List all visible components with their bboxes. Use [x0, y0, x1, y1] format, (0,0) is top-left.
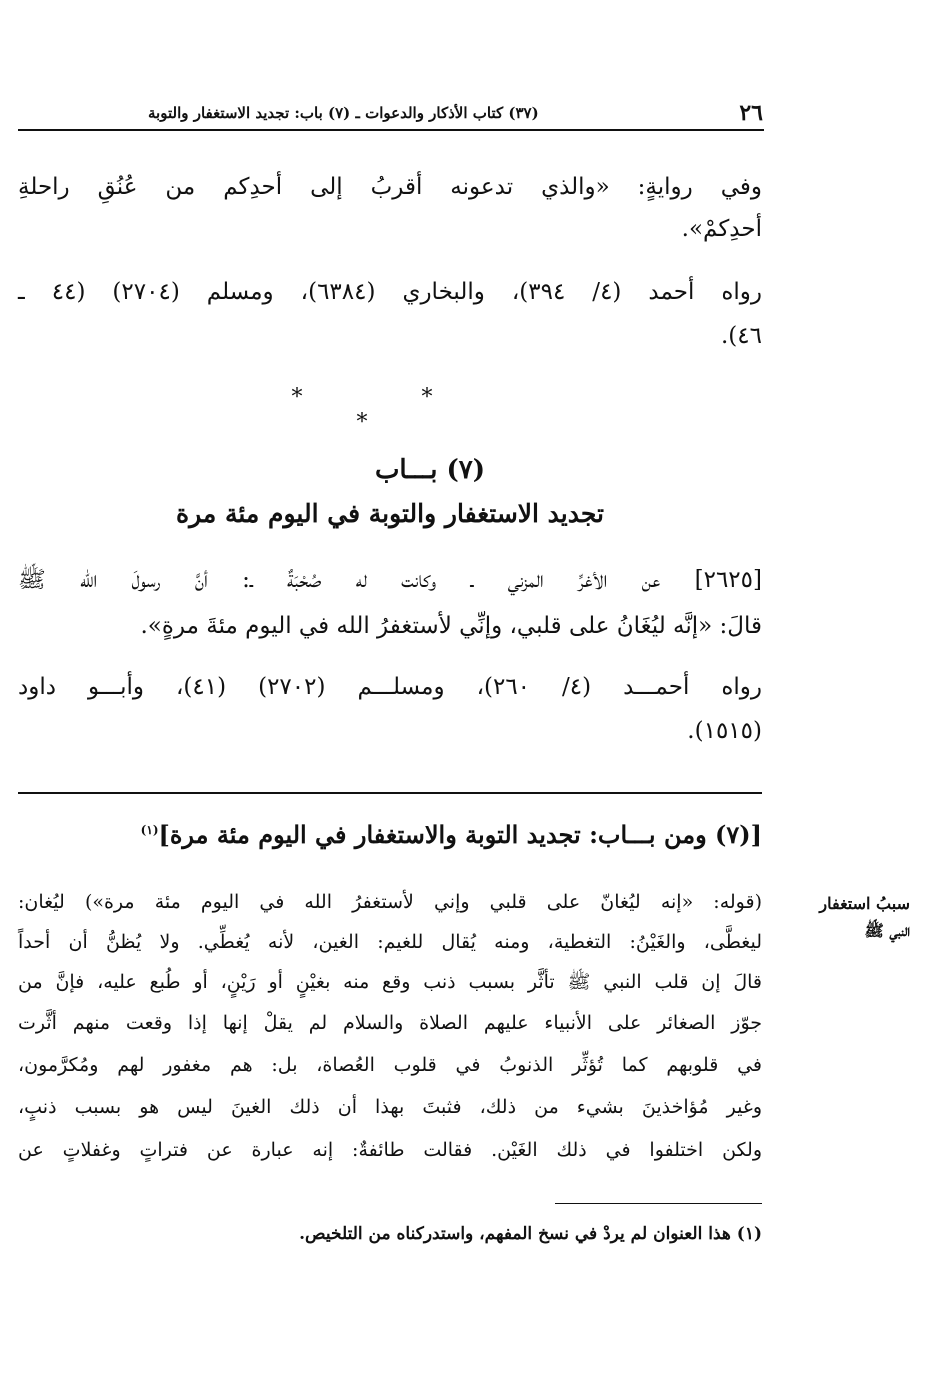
chapter-number: (٧) بـــاب: [374, 455, 486, 485]
commentary-line: ولكن اختلفوا في ذلك الغَيْن. فقالت طائفةٌ: إنه عبارة عن فتراتٍ وغفلاتٍ عن: [18, 1139, 762, 1161]
hadith-line: [٢٦٢٥] عن الأغرِّ المزني ـ وكانت له صُحْبَةٌ ـ: أنَّ رسولَ الله ﷺ: [18, 567, 762, 593]
hadith-line: قالَ: «إنَّه ليُغَانُ على قلبي، وإنِّي لأستغفرُ الله في اليوم مئةَ مرةٍ».: [140, 613, 762, 639]
commentary-line: (قوله: «إنه ليُغانّ على قلبي وإني لأستغفرُ الله في اليوم مئة مرة») ليُغان:: [18, 891, 762, 913]
chapter-title: تجديد الاستغفار والتوبة في اليوم مئة مرة: [176, 499, 604, 528]
margin-note-line: سببُ استغفار: [819, 894, 910, 913]
text-line: وفي روايةٍ: «والذي تدعونه أقربُ إلى أحدِكم من عُنُقِ راحلةِ: [18, 174, 762, 200]
commentary-heading: [141, 820, 762, 849]
margin-note-line: النبي ﷺ: [864, 921, 910, 940]
running-title: (٣٧) كتاب الأذكار والدعوات ـ (٧) باب: تجديد الاستغفار والتوبة: [148, 104, 539, 122]
citation-line: رواه أحمـــد (٤/ ٢٦٠)، ومسلـــم (٢٧٠٢) (٤١)، وأبـــو داود: [18, 674, 762, 700]
commentary-line: جوّز الصغائر على الأنبياء عليهم الصلاة والسلام لم يقلْ إنها إذا وقعت منهم أثَّرت: [18, 1012, 762, 1034]
footnote-mark: (١): [140, 823, 159, 837]
commentary-line: وغير مُؤاخذينَ بشيء من ذلك، فثبتَ بهذا أن ذلك الغينَ ليس هو بسبب ذنبٍ،: [18, 1096, 762, 1118]
page-number: ٢٦: [739, 100, 763, 126]
citation-line: رواه أحمد (٤/ ٣٩٤)، والبخاري (٦٣٨٤)، ومسلم (٢٧٠٤) (٤٤ ـ: [18, 279, 763, 305]
commentary-divider: [18, 792, 762, 794]
commentary-line: ليغطَّى، والغَيْنُ: التغطية، ومنه يُقال للغيم: الغين، لأنه يُغطِّي. ولا يُظنُّ أن أحداً: [18, 931, 762, 953]
citation-line: (١٥١٥).: [687, 718, 762, 744]
commentary-line: قالَ إن قلب النبي ﷺ تأثَّر بسبب ذنب وقع منه بغيْنٍ أو رَيْنٍ، أو طُبع عليه، فإنَّ من: [18, 971, 762, 993]
commentary-heading-text: [(٧) ومن بـــاب: تجديد التوبة والاستغفار في اليوم مئة مرة]: [158, 820, 762, 849]
header-divider: [18, 129, 764, 131]
section-separator-stars: * * *: [291, 385, 489, 435]
text-line: أحدِكمْ».: [681, 216, 762, 242]
margin-note: [770, 890, 910, 944]
citation-line: ٤٦).: [720, 323, 762, 349]
footnote-divider: [555, 1203, 762, 1204]
commentary-line: في قلوبهم كما تُؤثِّر الذنوبُ في قلوب العُصاة، بل: هم مغفور لهم ومُكرَّمون،: [18, 1054, 762, 1076]
footnote: (١) هذا العنوان لم يردْ في نسخ المفهم، واستدركناه من التلخيص.: [299, 1224, 762, 1244]
